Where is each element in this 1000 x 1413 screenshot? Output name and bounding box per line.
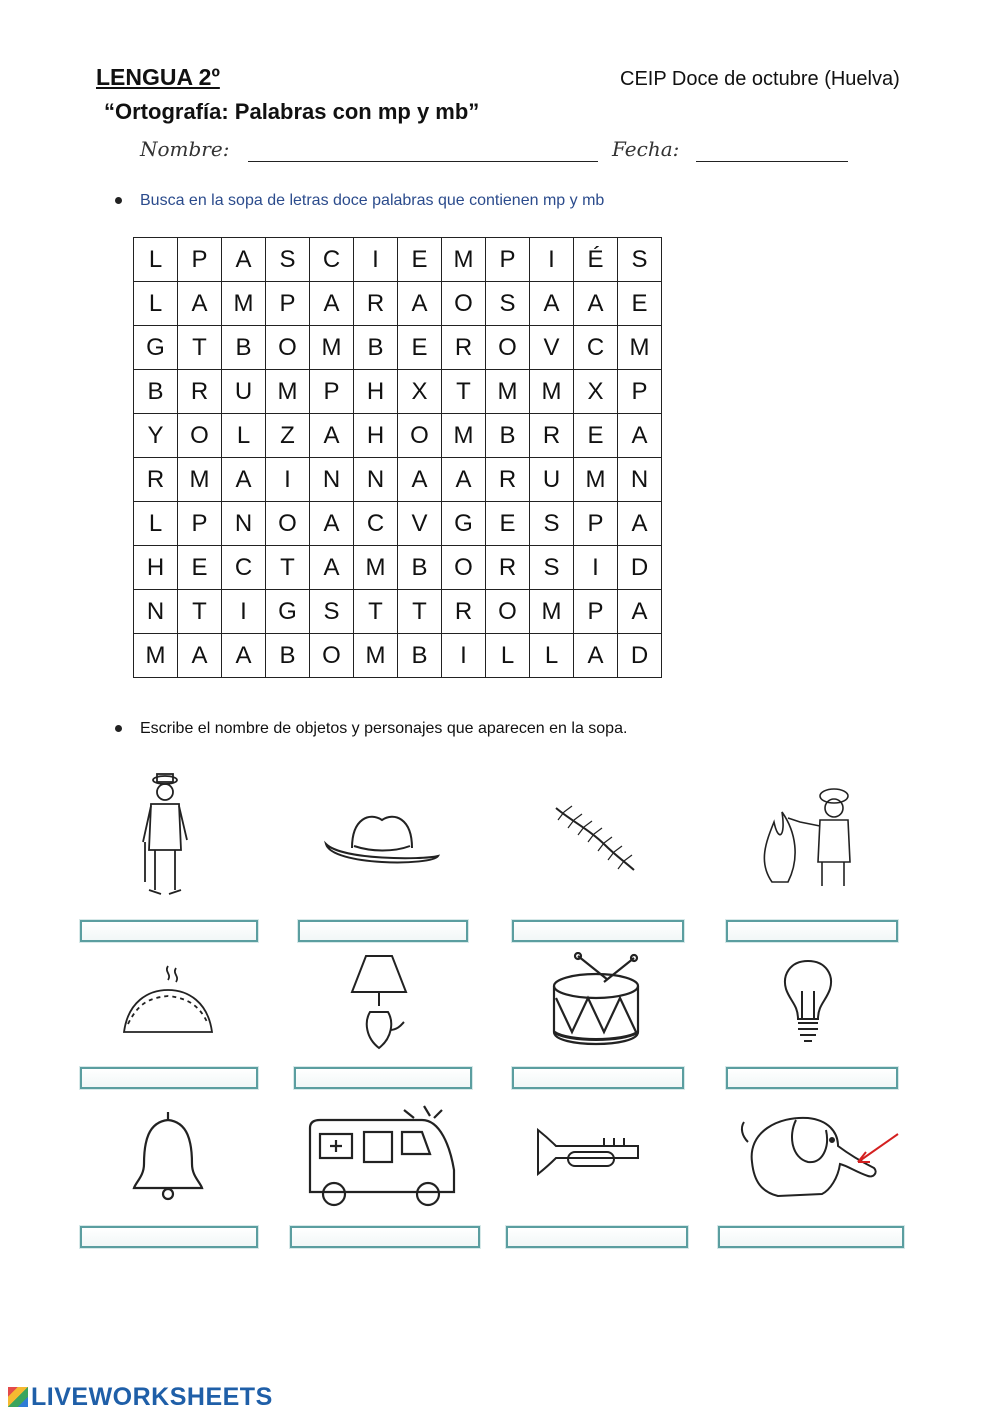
grid-cell[interactable]: A — [222, 634, 266, 678]
name-label: Nombre: — [140, 137, 230, 161]
grid-cell[interactable]: R — [354, 282, 398, 326]
grid-cell[interactable]: I — [574, 546, 618, 590]
grid-cell[interactable]: R — [178, 370, 222, 414]
man-with-hat-icon — [135, 772, 195, 902]
grid-cell[interactable]: C — [574, 326, 618, 370]
answer-box-12[interactable] — [718, 1226, 904, 1248]
grid-cell[interactable]: O — [266, 502, 310, 546]
grid-cell[interactable]: A — [310, 282, 354, 326]
grid-cell[interactable]: A — [222, 238, 266, 282]
instruction-text: Busca en la sopa de letras doce palabras que contienen mp y mb — [140, 192, 605, 209]
grid-cell[interactable]: M — [134, 634, 178, 678]
grid-row — [134, 282, 662, 326]
grid-cell[interactable]: L — [530, 634, 574, 678]
instruction-write-names — [115, 720, 627, 738]
grid-cell[interactable]: L — [134, 238, 178, 282]
grid-cell[interactable]: A — [398, 458, 442, 502]
grid-cell[interactable]: X — [574, 370, 618, 414]
grid-cell[interactable]: A — [574, 634, 618, 678]
grid-cell[interactable]: M — [222, 282, 266, 326]
grid-cell[interactable]: P — [178, 238, 222, 282]
grid-cell[interactable]: M — [574, 458, 618, 502]
grid-cell[interactable]: E — [398, 326, 442, 370]
grid-cell[interactable]: S — [618, 238, 662, 282]
name-field-line[interactable] — [248, 161, 598, 162]
grid-cell[interactable]: U — [530, 458, 574, 502]
grid-cell[interactable]: B — [398, 546, 442, 590]
grid-cell[interactable]: O — [442, 282, 486, 326]
liveworksheets-logo-icon — [8, 1387, 28, 1407]
answer-box-4[interactable] — [726, 920, 898, 942]
grid-cell[interactable]: O — [398, 414, 442, 458]
grid-cell[interactable]: I — [442, 634, 486, 678]
grid-cell[interactable]: I — [222, 590, 266, 634]
grid-cell[interactable]: A — [442, 458, 486, 502]
grid-row — [134, 326, 662, 370]
drum-icon — [548, 952, 644, 1050]
grid-cell[interactable]: P — [574, 590, 618, 634]
grid-cell[interactable]: B — [222, 326, 266, 370]
grid-cell[interactable]: H — [134, 546, 178, 590]
grid-cell[interactable]: T — [178, 590, 222, 634]
grid-cell[interactable]: H — [354, 370, 398, 414]
grid-cell[interactable]: R — [442, 326, 486, 370]
grid-cell[interactable]: B — [354, 326, 398, 370]
grid-cell[interactable]: M — [354, 634, 398, 678]
grid-cell[interactable]: S — [530, 546, 574, 590]
elephant-icon — [738, 1102, 904, 1206]
grid-cell[interactable]: N — [134, 590, 178, 634]
grid-cell[interactable]: O — [486, 326, 530, 370]
grid-cell[interactable]: A — [178, 282, 222, 326]
grid-cell[interactable]: M — [618, 326, 662, 370]
grid-row — [134, 238, 662, 282]
grid-row — [134, 458, 662, 502]
grid-cell[interactable]: A — [310, 414, 354, 458]
grid-cell[interactable]: A — [178, 634, 222, 678]
light-bulb-icon — [780, 957, 836, 1047]
answer-box-10[interactable] — [290, 1226, 480, 1248]
grid-cell[interactable]: R — [530, 414, 574, 458]
answer-box-6[interactable] — [294, 1067, 472, 1089]
grid-cell[interactable]: A — [618, 414, 662, 458]
grid-row — [134, 370, 662, 414]
grid-cell[interactable]: O — [266, 326, 310, 370]
answer-box-2[interactable] — [298, 920, 468, 942]
grid-cell[interactable]: T — [178, 326, 222, 370]
grid-cell[interactable]: E — [398, 238, 442, 282]
grid-cell[interactable]: N — [354, 458, 398, 502]
grid-cell[interactable]: C — [354, 502, 398, 546]
grid-cell[interactable]: M — [442, 414, 486, 458]
word-search-grid — [133, 237, 662, 678]
grid-cell[interactable]: E — [618, 282, 662, 326]
grid-cell[interactable]: X — [398, 370, 442, 414]
grid-row — [134, 590, 662, 634]
trumpet-icon — [534, 1124, 644, 1176]
grid-cell[interactable]: S — [530, 502, 574, 546]
grid-cell[interactable]: R — [486, 546, 530, 590]
grid-cell[interactable]: D — [618, 546, 662, 590]
answer-box-5[interactable] — [80, 1067, 258, 1089]
grid-cell[interactable]: P — [178, 502, 222, 546]
grid-cell[interactable]: M — [310, 326, 354, 370]
grid-cell[interactable]: T — [398, 590, 442, 634]
grid-cell[interactable]: O — [486, 590, 530, 634]
grid-cell[interactable]: P — [486, 238, 530, 282]
grid-cell[interactable]: T — [266, 546, 310, 590]
grid-cell[interactable]: R — [486, 458, 530, 502]
grid-cell[interactable]: S — [266, 238, 310, 282]
grid-cell[interactable]: A — [398, 282, 442, 326]
grid-row — [134, 634, 662, 678]
bullet-icon — [115, 197, 122, 204]
answer-box-3[interactable] — [512, 920, 684, 942]
grid-cell[interactable]: T — [354, 590, 398, 634]
grid-cell[interactable]: É — [574, 238, 618, 282]
grid-cell[interactable]: P — [266, 282, 310, 326]
logo-text: LIVEWORKSHEETS — [31, 1383, 273, 1411]
worksheet-subtitle: “Ortografía: Palabras con mp y mb” — [104, 99, 480, 124]
answer-box-11[interactable] — [506, 1226, 688, 1248]
grid-cell[interactable]: Y — [134, 414, 178, 458]
centipede-icon — [550, 800, 640, 880]
grid-cell[interactable]: M — [354, 546, 398, 590]
grid-cell[interactable]: D — [618, 634, 662, 678]
bullet-icon — [115, 725, 122, 732]
grid-cell[interactable]: P — [618, 370, 662, 414]
grid-row — [134, 502, 662, 546]
grid-cell[interactable]: A — [222, 458, 266, 502]
grid-cell[interactable]: M — [530, 370, 574, 414]
grid-cell[interactable]: C — [222, 546, 266, 590]
grid-cell[interactable]: N — [310, 458, 354, 502]
grid-cell[interactable]: G — [266, 590, 310, 634]
grid-cell[interactable]: L — [134, 502, 178, 546]
grid-cell[interactable]: O — [310, 634, 354, 678]
grid-cell[interactable]: M — [486, 370, 530, 414]
bell-icon — [130, 1108, 206, 1202]
grid-cell[interactable]: P — [310, 370, 354, 414]
date-label: Fecha: — [612, 137, 680, 161]
grid-cell[interactable]: I — [530, 238, 574, 282]
grid-cell[interactable]: M — [530, 590, 574, 634]
grid-cell[interactable]: B — [134, 370, 178, 414]
instruction-text: Escribe el nombre de objetos y personajes que aparecen en la sopa. — [140, 720, 628, 737]
grid-cell[interactable]: Z — [266, 414, 310, 458]
grid-cell[interactable]: B — [486, 414, 530, 458]
grid-cell[interactable]: U — [222, 370, 266, 414]
grid-cell[interactable]: H — [354, 414, 398, 458]
date-field-line[interactable] — [696, 161, 848, 162]
grid-cell[interactable]: M — [442, 238, 486, 282]
grid-cell[interactable]: M — [178, 458, 222, 502]
grid-cell[interactable]: R — [134, 458, 178, 502]
answer-box-9[interactable] — [80, 1226, 258, 1248]
grid-cell[interactable]: R — [442, 590, 486, 634]
grid-cell[interactable]: A — [530, 282, 574, 326]
firefighter-icon — [752, 782, 864, 892]
grid-cell[interactable]: A — [310, 502, 354, 546]
grid-cell[interactable]: O — [178, 414, 222, 458]
grid-cell[interactable]: E — [178, 546, 222, 590]
grid-cell[interactable]: O — [442, 546, 486, 590]
liveworksheets-logo — [8, 1383, 273, 1412]
answer-box-8[interactable] — [726, 1067, 898, 1089]
grid-cell[interactable]: L — [134, 282, 178, 326]
grid-cell[interactable]: V — [530, 326, 574, 370]
grid-cell[interactable]: C — [310, 238, 354, 282]
grid-cell[interactable]: G — [442, 502, 486, 546]
school-name: CEIP Doce de octubre (Huelva) — [620, 68, 900, 90]
grid-cell[interactable]: A — [310, 546, 354, 590]
grid-cell[interactable]: I — [266, 458, 310, 502]
grid-cell[interactable]: M — [266, 370, 310, 414]
grid-cell[interactable]: N — [222, 502, 266, 546]
grid-cell[interactable]: G — [134, 326, 178, 370]
grid-row — [134, 414, 662, 458]
lamp-icon — [346, 952, 412, 1052]
cowboy-hat-icon — [322, 808, 442, 870]
grid-cell[interactable]: S — [486, 282, 530, 326]
grid-row — [134, 546, 662, 590]
grid-cell[interactable]: L — [222, 414, 266, 458]
grid-cell[interactable]: E — [486, 502, 530, 546]
answer-box-7[interactable] — [512, 1067, 684, 1089]
worksheet-title: LENGUA 2º — [96, 64, 220, 90]
grid-cell[interactable]: A — [618, 590, 662, 634]
grid-cell[interactable]: E — [574, 414, 618, 458]
empanada-icon — [118, 962, 218, 1042]
grid-cell[interactable]: A — [574, 282, 618, 326]
grid-cell[interactable]: B — [398, 634, 442, 678]
grid-cell[interactable]: T — [442, 370, 486, 414]
grid-cell[interactable]: L — [486, 634, 530, 678]
grid-cell[interactable]: I — [354, 238, 398, 282]
grid-cell[interactable]: A — [618, 502, 662, 546]
grid-cell[interactable]: N — [618, 458, 662, 502]
instruction-word-search — [115, 192, 604, 210]
grid-cell[interactable]: S — [310, 590, 354, 634]
grid-cell[interactable]: B — [266, 634, 310, 678]
grid-cell[interactable]: V — [398, 502, 442, 546]
grid-cell[interactable]: P — [574, 502, 618, 546]
ambulance-icon — [304, 1100, 462, 1210]
answer-box-1[interactable] — [80, 920, 258, 942]
